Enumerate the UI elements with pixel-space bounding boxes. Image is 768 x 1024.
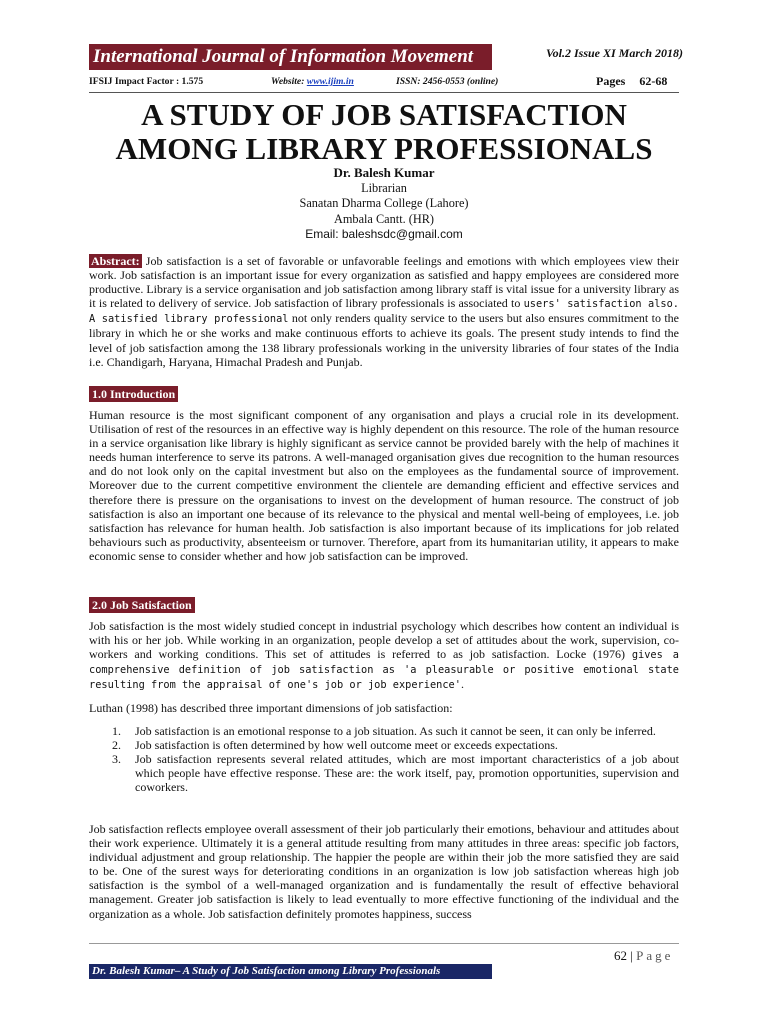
page-number-separator: |: [627, 948, 637, 963]
pages-label: Pages: [596, 74, 626, 88]
para2-text: Luthan (1998) has described three important dimensions of job satisfaction:: [89, 701, 453, 715]
section-heading-introduction: 1.0 Introduction: [89, 386, 178, 402]
list-item: [89, 752, 679, 794]
issn: ISSN: 2456-0553 (online): [396, 76, 499, 87]
list-text: Job satisfaction is often determined by how well outcome meet or exceeds expectations.: [135, 738, 558, 753]
abstract-text-a: Job satisfaction is a set of favorable or unfavorable feelings and emotions with which employees view their work. Job satisfaction is an important issue for every organization as satisfied and happy employees are considered more productive. Library is a service organisation and job satisfaction among library staff is vital issue for a university library as it is related to delivery of service. Job satisfaction of library professionals is associated to: [89, 254, 679, 311]
website-link[interactable]: www.ijim.in: [306, 76, 354, 87]
list-number: 2.: [112, 738, 121, 753]
job-satisfaction-para3: [89, 822, 679, 921]
footer-divider: [89, 943, 679, 944]
author-name: Dr. Balesh Kumar: [333, 165, 435, 180]
page-range: [596, 74, 667, 89]
section-heading-job-satisfaction: 2.0 Job Satisfaction: [89, 597, 195, 613]
para1-text: Job satisfaction is the most widely studied concept in industrial psychology which describes how content an individual is with his or her job. While working in an organization, people develop a set of attitudes about the work, supervision, co-workers and working conditions. This set of attitudes is referred to as job satisfaction. Locke (1976): [89, 619, 679, 662]
list-number: 1.: [112, 724, 121, 738]
author-institution: Sanatan Dharma College (Lahore): [299, 196, 469, 211]
abstract: [89, 254, 679, 369]
abstract-text-b: not only renders quality service to the users but also ensures commitment to the library in which he or she works and make continuous efforts to achieve its goals. The present study intends to find the level of job satisfaction among the 138 library professionals working in the university libraries of four states of the India i.e. Chandigarh, Haryana, Himachal Pradesh and Punjab.: [89, 311, 679, 369]
introduction-paragraph: Human resource is the most significant component of any organisation and plays a crucial role in its development. Utilisation of rest of the resources in an effective way is highly dependent on this resource. The role of the human resource in a service organisation like library is highly significant as service cannot be provided barely with the help of machines it needs human interference to serve its patrons. A well-managed organisation gives due recognition to the human resources and do not look only on the capital investment but also on the employees as the fundamental source of improvement. Moreover due to the current competitive environment the clientele are demanding efficient and effective services and therefore there is pressure on the organisations to invest on the development of human resource. The construct of job satisfaction is also an important one because of its relevance to the physical and mental well-being of employees, i.e. job satisfaction has relevance for human health. Job satisfaction is also important because of its implications for job related behaviours such as productivity, absenteeism or turnover. Therefore, apart from its humanitarian utility, it appears to make economic sense to consider whether and how job satisfaction can be improved.: [89, 408, 679, 563]
dimensions-list: [89, 724, 679, 794]
author-location: Ambala Cantt. (HR): [333, 211, 435, 226]
list-item: [89, 738, 679, 752]
author-email: Email: baleshsdc@gmail.com: [305, 227, 463, 242]
website: [271, 76, 354, 87]
list-number: 3.: [112, 752, 121, 767]
pages-range: 62-68: [639, 74, 668, 88]
abstract-text-handwritten: users' satisfaction also. A satisfied library professional: [89, 298, 680, 326]
page-number-value: 62: [614, 948, 627, 963]
introduction-text: [89, 408, 679, 563]
list-item: [89, 724, 679, 738]
article-title: A STUDY OF JOB SATISFACTION AMONG LIBRARY PROFESSIONALS: [115, 97, 653, 166]
para1-quote-handwritten: gives a comprehensive definition of job satisfaction as 'a pleasurable or positive emotional state resulting from the appraisal of one's job or job experience': [89, 649, 679, 692]
job-satisfaction-para2: [89, 701, 679, 715]
list-text: Job satisfaction represents several related attitudes, which are most important characteristics of a job about which people have effective response. These are: the work itself, pay, promotion opportunities, supervision and coworkers.: [135, 752, 679, 795]
page-number: [614, 948, 673, 964]
list-text: Job satisfaction is an emotional response to a job situation. As such it cannot be seen, it can only be inferred.: [135, 724, 656, 738]
author-position: Librarian: [361, 180, 407, 195]
job-satisfaction-para1: [89, 619, 679, 692]
running-title-banner: Dr. Balesh Kumar– A Study of Job Satisfaction among Library Professionals: [89, 964, 492, 979]
header-divider: [89, 92, 679, 93]
para3-text: Job satisfaction reflects employee overall assessment of their job particularly their emotions, behaviour and attitudes about their work experience. Ultimately it is a general attitude resulting from many attitudes in three areas: specific job factors, individual adjustment and group relationship. The happier the people are within their job the more satisfied they are said to be. One of the surest ways for deteriorating conditions in an organization is low job satisfaction whereas high job satisfaction is the symbol of a well-managed organization and is fundamentally the result of effective behavioral management. Greater job satisfaction is likely to lead eventually to more effective functioning of the individual and the organization as a whole. Job satisfaction definitely promotes happiness, success: [89, 822, 679, 921]
para1-end: .: [460, 677, 464, 692]
page-word: Page: [636, 948, 674, 963]
journal-name-banner: International Journal of Information Movement: [89, 44, 492, 70]
journal-meta-row: [89, 76, 499, 87]
website-label: Website:: [271, 76, 307, 87]
impact-factor: IFSIJ Impact Factor : 1.575: [89, 76, 204, 87]
abstract-label: Abstract:: [91, 254, 140, 268]
author-block: [89, 165, 679, 243]
volume-issue: Vol.2 Issue XI March 2018): [545, 46, 683, 60]
